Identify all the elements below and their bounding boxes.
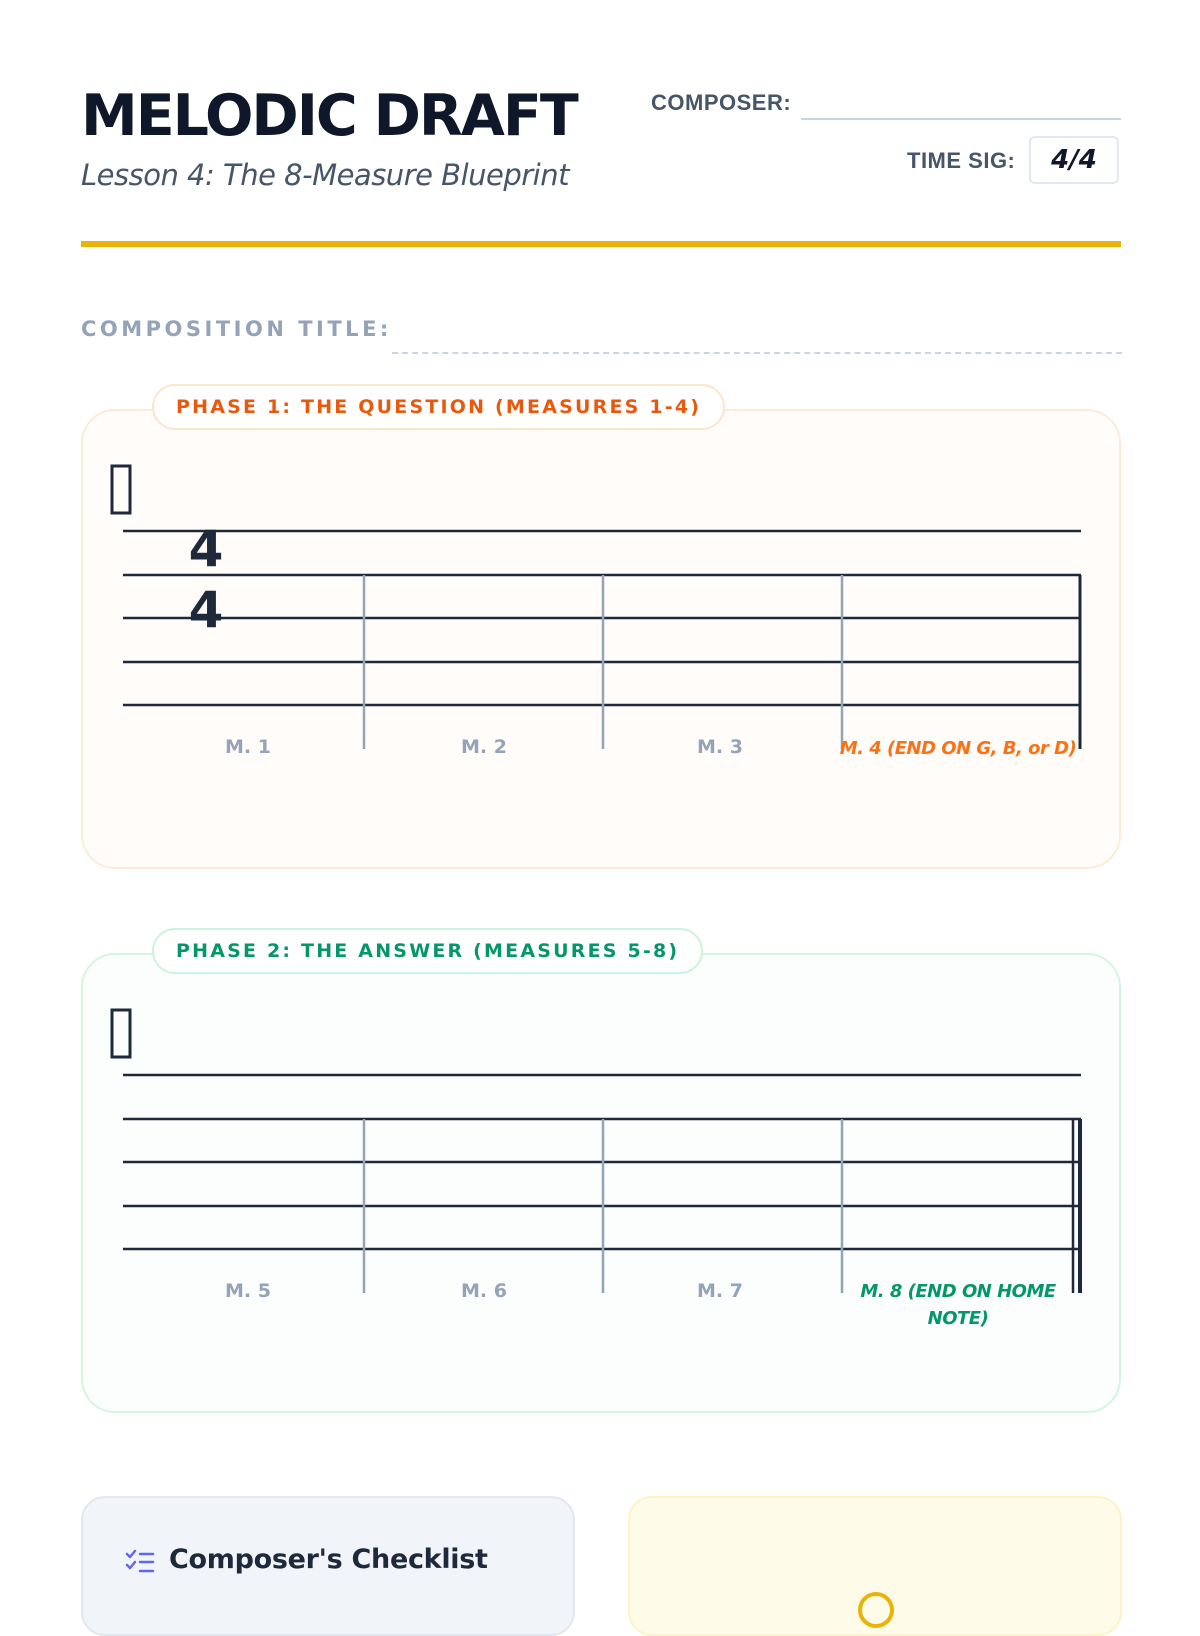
composition-title-field[interactable] [392,352,1122,354]
measure-label-final: M. 4 (END ON G, B, or D) [839,738,1077,759]
treble-clef-icon [112,466,130,513]
time-signature-bottom: 4 [188,581,224,639]
phase-1-staff[interactable] [81,409,1121,869]
time-sig-label: TIME SIG: [907,148,1016,173]
phase-2-staff[interactable] [81,953,1121,1413]
lightbulb-icon [854,1590,898,1634]
measure-label: M. 6 [461,1280,507,1302]
measure-label: M. 5 [225,1280,271,1302]
tip-card [628,1496,1122,1636]
lesson-subtitle: Lesson 4: The 8-Measure Blueprint [81,158,569,192]
composer-label: COMPOSER: [651,90,792,115]
measure-label: M. 7 [697,1280,743,1302]
measure-label: M. 2 [461,736,507,758]
measure-label-final: M. 8 (END ON HOME NOTE) [860,1281,1056,1329]
composer-field[interactable] [801,118,1121,120]
measure-label: M. 3 [697,736,743,758]
phase-1-tag: PHASE 1: THE QUESTION (MEASURES 1-4) [152,384,725,430]
worksheet-header [81,80,1121,192]
time-sig-field[interactable]: 4/4 [1029,136,1119,184]
checklist-icon [125,1548,155,1576]
time-signature-top: 4 [188,520,224,578]
checklist-title: Composer's Checklist [169,1544,488,1575]
page-title: MELODIC DRAFT [81,83,577,149]
phase-2-tag: PHASE 2: THE ANSWER (MEASURES 5-8) [152,928,703,974]
checklist-card [81,1496,575,1636]
composition-title-label: COMPOSITION TITLE: [81,317,392,341]
measure-label: M. 1 [225,736,271,758]
treble-clef-icon [112,1010,130,1057]
header-divider [81,241,1121,247]
